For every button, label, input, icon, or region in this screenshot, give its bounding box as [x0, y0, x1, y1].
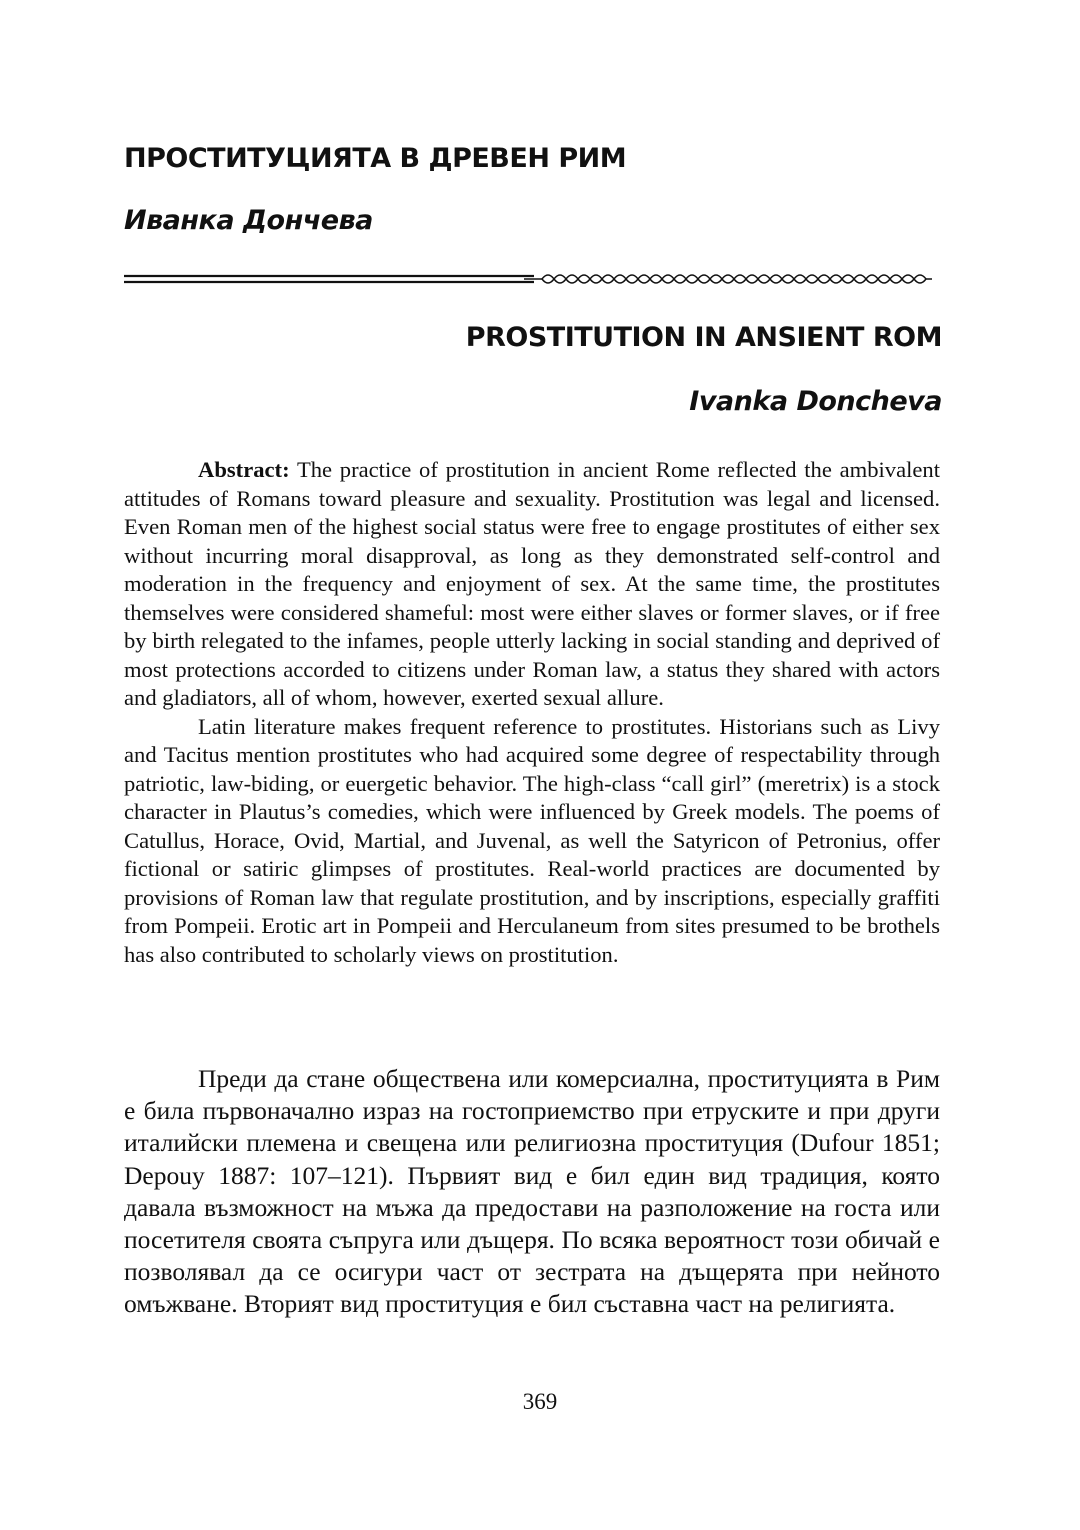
abstract-paragraph: Latin literature makes frequent reference to prostitutes. Historians such as Livy and Tacitus mention prostitutes who had acquired some degree of respectability through patriotic, law-biding, or euergetic behavior. The high-class “call girl” (meretrix) is a stock character in Plautus’s comedies, which were influenced by Greek models. The poems of Catullus, Horace, Ovid, Martial, and Juvenal, as well the Satyricon of Petronius, offer fictional or satiric glimpses of prostitutes. Real-world practices are documented by provisions of Roman law that regulate prostitution, and by inscriptions, especially graffiti from Pompeii. Erotic art in Pompeii and Herculaneum from sites presumed to be brothels has also contributed to scholarly views on prostitution.: [124, 713, 940, 967]
abstract-paragraph: [124, 456, 940, 713]
body-text: [124, 1063, 940, 1321]
abstract-label: Abstract:: [198, 457, 290, 482]
body-paragraph: Преди да стане обществена или комерсиална, проституцията в Рим е била първоначално израз на гостоприемство при етруските и при други италийски племена и свещена или религиозна проституция (Dufour 1851; Depouy 1887: 107–121). Първият вид е бил един вид традиция, която давала възможност на мъжа да предостави на разположение на госта или посетителя своята съпруга или дъщеря. По всяка вероятност този обичай е позволявал да се осигури част от зестрата на дъщерята при нейното омъжване. Вторият вид проституция е бил съставна част на религията.: [124, 1064, 940, 1319]
author-name-bulgarian: Иванка Дончева: [124, 205, 373, 236]
article-title-english: PROSTITUTION IN ANSIENT ROM: [465, 322, 942, 353]
author-name-english: Ivanka Doncheva: [689, 386, 942, 417]
article-title-bulgarian: ПРОСТИТУЦИЯТА В ДРЕВЕН РИМ: [124, 143, 627, 174]
ornamental-divider: [124, 268, 944, 290]
abstract: [124, 456, 940, 969]
page-number: 369: [522, 1389, 558, 1414]
abstract-text: The practice of prostitution in ancient Rome reflected the ambivalent attitudes of Romans toward pleasure and sexuality. Prostitution was legal and licensed. Even Roman men of the highest social status were free to engage prostitutes of either sex without incurring moral disapproval, as long as they demonstrated self-control and moderation in the frequency and enjoyment of sex. At the same time, the prostitutes themselves were considered shameful: most were either slaves or former slaves, or if free by birth relegated to the infames, people utterly lacking in social standing and deprived of most protections accorded to citizens under Roman law, a status they shared with actors and gladiators, all of whom, however, exerted sexual allure.: [124, 457, 940, 710]
